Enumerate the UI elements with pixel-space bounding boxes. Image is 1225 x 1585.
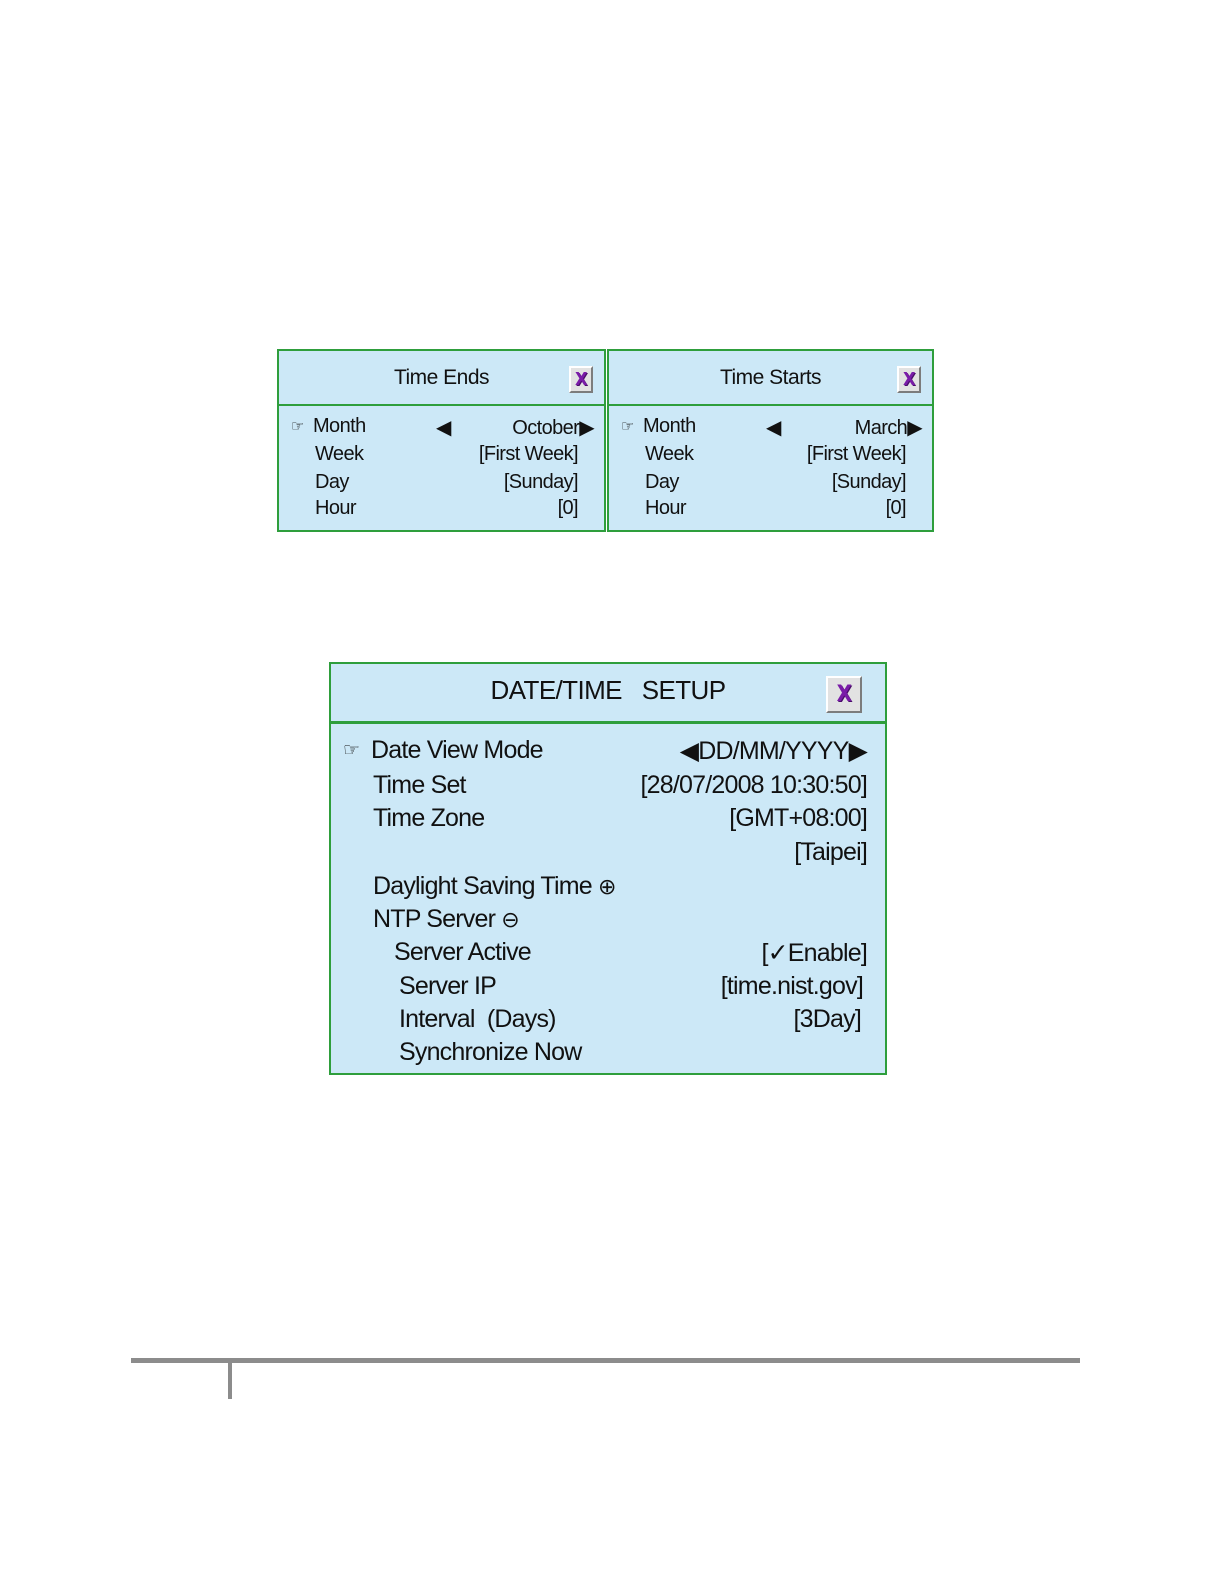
time-ends-week-row[interactable]: [291, 443, 578, 469]
datetime-setup-title: DATE/TIME SETUP: [490, 675, 726, 705]
time-zone-row[interactable]: [343, 804, 867, 837]
synchronize-now-label: Synchronize Now: [399, 1038, 582, 1066]
ntp-server-label: NTP Server ⊖: [373, 905, 519, 933]
footer-divider-tick: [228, 1363, 232, 1399]
daylight-saving-row[interactable]: [343, 872, 867, 905]
time-set-row[interactable]: [343, 771, 867, 804]
time-starts-month-label: Month: [643, 415, 696, 437]
server-active-row[interactable]: [343, 938, 867, 971]
time-ends-month-row[interactable]: [291, 415, 594, 441]
month-next-arrow-icon[interactable]: ▶: [579, 415, 594, 439]
time-starts-week-row[interactable]: [621, 443, 906, 469]
time-ends-close-button[interactable]: X: [569, 366, 593, 393]
pointer-hand-icon: ☞: [291, 418, 304, 435]
time-set-value: [28/07/2008 10:30:50]: [640, 771, 867, 799]
time-ends-hour-value: [0]: [557, 497, 578, 519]
date-view-mode-label: Date View Mode: [371, 736, 543, 764]
date-view-next-arrow-icon[interactable]: ▶: [848, 736, 867, 765]
time-ends-title: Time Ends: [393, 366, 490, 389]
server-ip-row[interactable]: [343, 972, 867, 1005]
time-starts-month-row[interactable]: [621, 415, 922, 441]
interval-row[interactable]: [343, 1005, 867, 1038]
date-view-prev-arrow-icon[interactable]: ◀: [679, 736, 699, 765]
pointer-hand-icon: ☞: [343, 740, 360, 761]
time-starts-panel: [607, 349, 934, 532]
time-starts-day-row[interactable]: [621, 471, 906, 497]
datetime-setup-header: [331, 664, 885, 724]
time-zone-city-row: [343, 838, 867, 871]
time-ends-day-value: [Sunday]: [503, 471, 578, 493]
time-starts-hour-row[interactable]: [621, 497, 906, 523]
datetime-setup-panel: [329, 662, 887, 1075]
time-ends-hour-row[interactable]: [291, 497, 578, 523]
interval-value: [3Day]: [793, 1005, 861, 1033]
time-starts-header: [609, 351, 932, 406]
footer-divider: [131, 1358, 1080, 1363]
month-next-arrow-icon[interactable]: ▶: [907, 415, 922, 439]
date-view-mode-value: ◀DD/MM/YYYY▶: [679, 736, 867, 765]
time-ends-week-value: [First Week]: [478, 443, 578, 465]
time-ends-day-label: Day: [315, 471, 349, 493]
time-ends-day-row[interactable]: [291, 471, 578, 497]
time-zone-value: [GMT+08:00]: [729, 804, 867, 832]
time-ends-hour-label: Hour: [315, 497, 356, 519]
time-starts-month-value: March▶: [854, 415, 922, 439]
time-ends-header: [279, 351, 604, 406]
time-starts-week-value: [First Week]: [806, 443, 906, 465]
time-ends-month-value: October▶: [512, 415, 594, 439]
time-starts-hour-value: [0]: [885, 497, 906, 519]
time-starts-day-value: [Sunday]: [831, 471, 906, 493]
month-prev-arrow-icon[interactable]: ◀: [436, 415, 451, 439]
server-ip-value: [time.nist.gov]: [720, 972, 863, 1000]
time-starts-week-label: Week: [645, 443, 694, 465]
server-ip-label: Server IP: [399, 972, 496, 1000]
pointer-hand-icon: ☞: [621, 418, 634, 435]
time-set-label: Time Set: [373, 771, 466, 799]
time-starts-title: Time Starts: [719, 366, 822, 389]
time-ends-panel: [277, 349, 606, 532]
time-zone-city-value: [Taipei]: [794, 838, 867, 866]
time-ends-month-label: Month: [313, 415, 366, 437]
time-starts-day-label: Day: [645, 471, 679, 493]
date-view-mode-row[interactable]: [343, 736, 867, 769]
month-prev-arrow-icon[interactable]: ◀: [766, 415, 781, 439]
daylight-saving-label: Daylight Saving Time ⊕: [373, 872, 616, 900]
synchronize-now-row[interactable]: [343, 1038, 867, 1071]
datetime-setup-close-button[interactable]: X: [826, 676, 862, 713]
collapse-minus-icon[interactable]: ⊖: [501, 908, 519, 933]
server-active-value: [✓Enable]: [761, 939, 867, 967]
time-zone-label: Time Zone: [373, 804, 485, 832]
ntp-server-row[interactable]: [343, 905, 867, 938]
server-active-label: Server Active: [394, 938, 531, 966]
time-starts-hour-label: Hour: [645, 497, 686, 519]
interval-label: Interval (Days): [399, 1005, 556, 1033]
time-ends-week-label: Week: [315, 443, 364, 465]
time-starts-close-button[interactable]: X: [897, 366, 921, 393]
expand-plus-icon[interactable]: ⊕: [597, 875, 616, 900]
